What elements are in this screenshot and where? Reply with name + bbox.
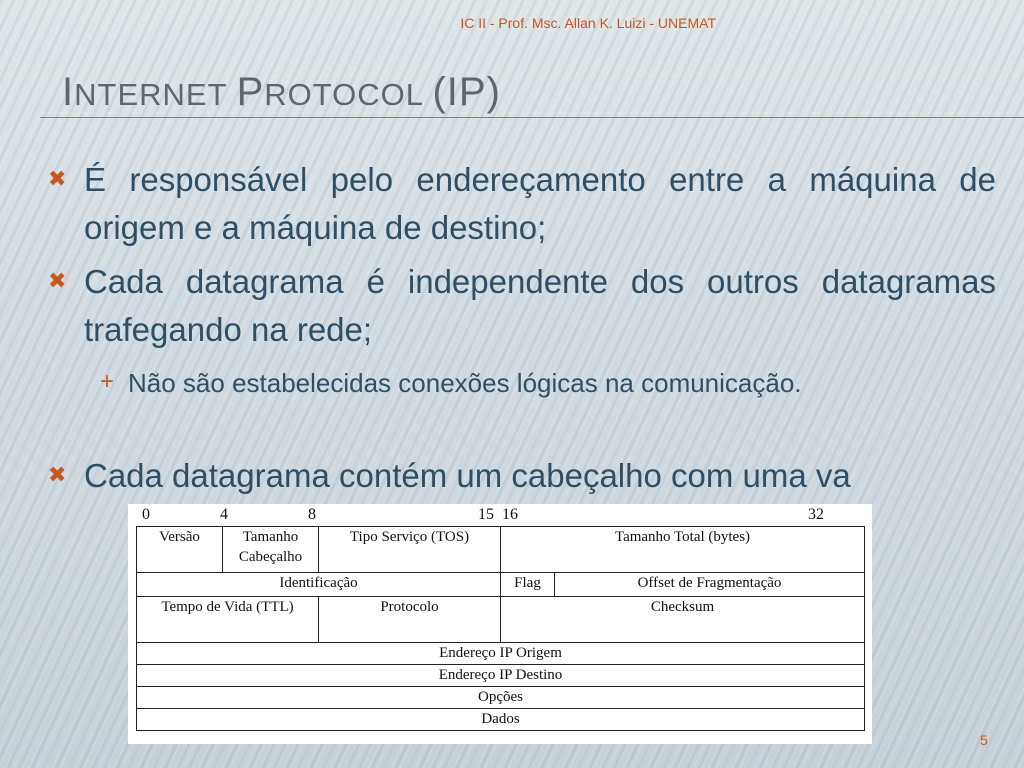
x-mark-icon: ✖ xyxy=(48,268,67,293)
title-part2-small: ROTOCOL xyxy=(264,77,433,112)
field-protocol: Protocolo xyxy=(319,597,501,643)
bit-label: 8 xyxy=(308,506,316,523)
title-part1-big: I xyxy=(62,70,75,114)
table-row xyxy=(137,643,865,665)
table-row xyxy=(137,573,865,597)
table-row xyxy=(137,597,865,643)
table-row xyxy=(137,709,865,731)
x-mark-icon: ✖ xyxy=(48,166,67,191)
bit-scale xyxy=(128,504,872,524)
bit-label: 0 xyxy=(142,506,150,523)
field-flag: Flag xyxy=(501,573,555,597)
bullet-3: Cada datagrama contém um cabeçalho com uma va xyxy=(84,457,851,494)
bit-label: 32 xyxy=(808,506,824,523)
field-checksum: Checksum xyxy=(501,597,865,643)
title-divider xyxy=(40,117,1024,118)
field-identification: Identificação xyxy=(137,573,501,597)
title-part3: (IP) xyxy=(432,70,501,114)
bullet-1: É responsável pelo endereçamento entre a máquina de origem e a máquina de destino; xyxy=(84,161,996,246)
field-destination-ip: Endereço IP Destino xyxy=(137,665,865,687)
title-part2-big: P xyxy=(236,70,265,114)
header-note: IC II - Prof. Msc. Allan K. Luizi - UNEMAT xyxy=(460,15,716,31)
ip-header-figure xyxy=(128,504,872,744)
table-row xyxy=(137,665,865,687)
field-source-ip: Endereço IP Origem xyxy=(137,643,865,665)
field-tos: Tipo Serviço (TOS) xyxy=(319,527,501,573)
title-part1-small: NTERNET xyxy=(74,77,237,112)
plus-icon: + xyxy=(100,368,115,395)
page-number: 5 xyxy=(980,732,988,748)
field-options: Opções xyxy=(137,687,865,709)
slide-title xyxy=(62,70,501,115)
bullet-2: Cada datagrama é independente dos outros datagramas trafegando na rede; xyxy=(84,263,996,348)
field-header-length: Tamanho Cabeçalho xyxy=(223,527,319,573)
field-data: Dados xyxy=(137,709,865,731)
table-row xyxy=(137,527,865,573)
field-fragment-offset: Offset de Fragmentação xyxy=(555,573,865,597)
sub-bullet-1: Não são estabelecidas conexões lógicas na comunicação. xyxy=(128,368,802,398)
field-version: Versão xyxy=(137,527,223,573)
bit-label: 16 xyxy=(502,506,518,523)
field-total-length: Tamanho Total (bytes) xyxy=(501,527,865,573)
field-ttl: Tempo de Vida (TTL) xyxy=(137,597,319,643)
bit-label: 4 xyxy=(220,506,228,523)
table-row xyxy=(137,687,865,709)
ip-header-table xyxy=(136,526,865,731)
x-mark-icon: ✖ xyxy=(48,462,67,487)
bit-label: 15 xyxy=(478,506,494,523)
